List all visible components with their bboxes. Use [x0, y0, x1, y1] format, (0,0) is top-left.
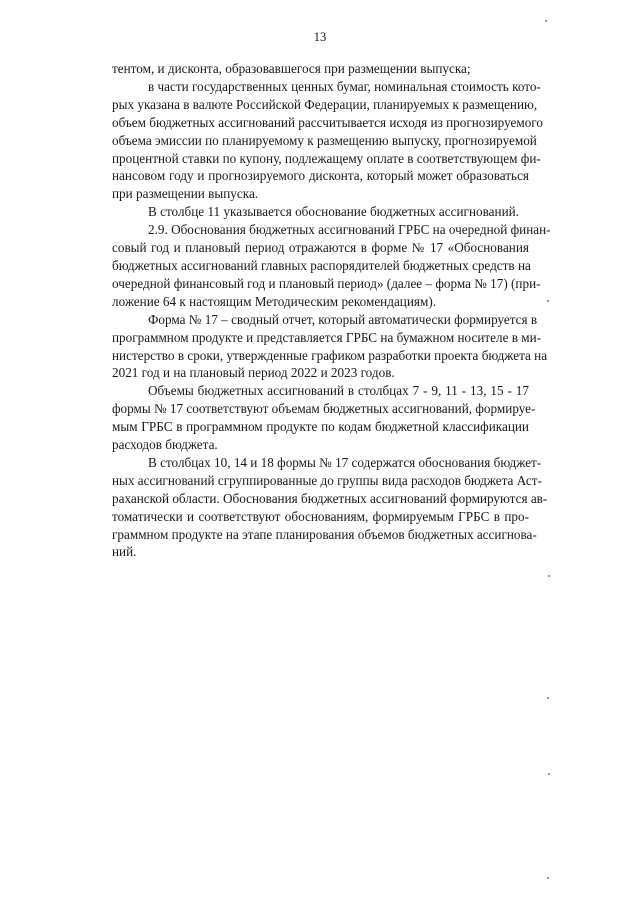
text-line: 2021 год и на плановый период 2022 и 2023 годов.: [112, 365, 395, 381]
text-line: граммном продукте на этапе планирования объемов бюджетных ассигнова-: [112, 526, 537, 542]
page-number: 13: [313, 30, 327, 44]
text-line: очередной финансовый год и плановый период» (далее – форма № 17) (при-: [112, 275, 541, 291]
text-line: ложение 64 к настоящим Методическим рекомендациям).: [112, 293, 437, 309]
text-line: расходов бюджета.: [112, 437, 218, 453]
text-line: раханской области. Обоснования бюджетных ассигнований формируются ав-: [112, 490, 548, 506]
body-text: [112, 60, 551, 561]
text-line: бюджетных ассигнований главных распорядителей бюджетных средств на: [112, 257, 531, 273]
text-line: Форма № 17 – сводный отчет, который автоматически формируется в: [148, 311, 538, 327]
text-line: объем бюджетных ассигнований рассчитывается исходя из прогнозируемого: [112, 114, 543, 130]
paragraph: [112, 78, 543, 203]
text-line: мым ГРБС в программном продукте по кодам бюджетной классификации: [112, 419, 529, 435]
paragraph: [112, 382, 536, 454]
paragraph: [112, 60, 529, 78]
text-line: процентной ставки по купону, подлежащему оплате в соответствующем фи-: [112, 150, 541, 166]
text-line: нистерство в сроки, утвержденные графиком разработки проекта бюджета на: [112, 347, 548, 363]
text-line: в части государственных ценных бумаг, номинальная стоимость кото-: [148, 78, 541, 94]
scan-speck: [548, 575, 550, 577]
text-line: Объемы бюджетных ассигнований в столбцах 7 - 9, 11 - 13, 15 - 17: [148, 383, 529, 399]
scan-speck: [547, 877, 549, 879]
text-line: совый год и плановый период отражаются в форме № 17 «Обоснования: [112, 240, 529, 256]
text-line: тентом, и дисконта, образовавшегося при размещении выпуска;: [112, 61, 471, 76]
paragraph: [112, 454, 548, 561]
text-line: формы № 17 соответствуют объемам бюджетных ассигнований, формируе-: [112, 401, 536, 417]
text-line: при размещении выпуска.: [112, 186, 259, 202]
text-line: ных ассигнований сгруппированные до группы вида расходов бюджета Аст-: [112, 472, 542, 488]
scan-speck: [547, 697, 549, 699]
scan-speck: [547, 300, 549, 302]
text-line: рых указана в валюте Российской Федерации, планируемых к размещению,: [112, 96, 538, 112]
text-line: программном продукте и представляется ГРБС на бумажном носителе в ми-: [112, 329, 542, 345]
scan-speck: [545, 20, 547, 22]
scan-speck: [548, 773, 550, 775]
text-line: В столбцах 10, 14 и 18 формы № 17 содержатся обоснования бюджет-: [148, 454, 542, 470]
text-line: томатически и соответствуют обоснованиям, формируемым ГРБС в про-: [112, 508, 529, 524]
text-line: 2.9. Обоснования бюджетных ассигнований ГРБС на очередной финан-: [148, 222, 551, 238]
text-line: ний.: [112, 544, 137, 560]
text-line: В столбце 11 указывается обоснование бюджетных ассигнований.: [148, 204, 519, 220]
text-line: нансовом году и прогнозируемого дисконта, который может образоваться: [112, 168, 529, 184]
paragraph: [112, 221, 551, 311]
paragraph: [112, 311, 548, 383]
paragraph: [112, 203, 529, 221]
text-line: объема эмиссии по планируемому к размещению выпуску, прогнозируемой: [112, 132, 537, 148]
